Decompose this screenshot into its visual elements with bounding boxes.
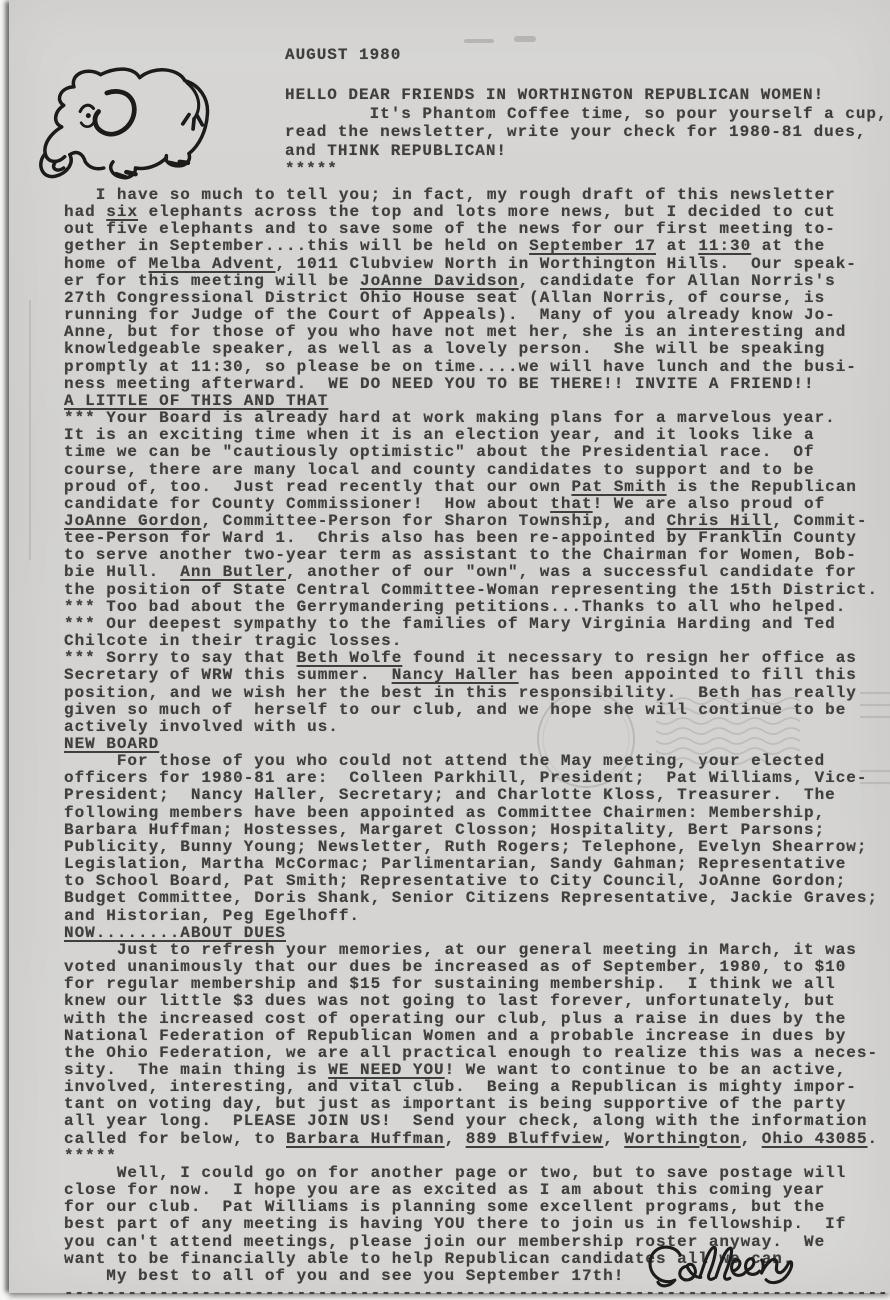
text-line: Budget Committee, Doris Shank, Senior Citizens Representative, Jackie Graves; <box>64 889 879 908</box>
text-line: knew our little $3 dues was not going to last forever, unfortunately, but <box>64 992 836 1011</box>
text-line: For those of you who could not attend the May meeting, your elected <box>64 752 826 771</box>
text-line: *** Our deepest sympathy to the families of Mary Virginia Harding and Ted <box>64 614 836 633</box>
newsletter-body <box>64 187 889 1300</box>
text-line: Secretary of WRW this summer. Nancy Haller has been appointed to fill this <box>64 666 857 685</box>
text-line: *** Your Board is already hard at work making plans for a marvelous year. <box>64 409 836 428</box>
text-line: My best to all of you and see you September 17th! <box>64 1266 625 1285</box>
text-line: time we can be "cautiously optimistic" about the Presidential race. Of <box>64 443 815 462</box>
text-line: officers for 1980-81 are: Colleen Parkhill, President; Pat Williams, Vice- <box>64 769 868 788</box>
text-line: Anne, but for those of you who have not met her, she is an interesting and <box>64 323 847 342</box>
text-line: proud of, too. Just read recently that our own Pat Smith is the Republican <box>64 477 857 496</box>
text-line: out five elephants and to save some of the news for our first meeting to- <box>64 220 836 239</box>
text-line: *** Sorry to say that Beth Wolfe found it necessary to resign her office as <box>64 649 857 668</box>
issue-date: AUGUST 1980 <box>285 46 402 64</box>
text-line: Barbara Huffman; Hostesses, Margaret Closson; Hospitality, Bert Parsons; <box>64 820 826 839</box>
text-line: Just to refresh your memories, at our general meeting in March, it was <box>64 940 857 959</box>
text-line: 27th Congressional District Ohio House seat (Allan Norris, of course, is <box>64 288 826 307</box>
text-line: It's Phantom Coffee time, so pour yourself a cup, <box>285 104 888 123</box>
text-line: course, there are many local and county candidates to support and to be <box>64 460 815 479</box>
text-line: sity. The main thing is WE NEED YOU! We want to continue to be an active, <box>64 1060 847 1079</box>
text-line: for regular membership and $15 for sustaining membership. I think we all <box>64 975 836 994</box>
text-line: and THINK REPUBLICAN! <box>285 141 508 160</box>
masthead-greeting <box>285 86 888 179</box>
text-line: the position of State Central Committee-Woman representing the 15th District. <box>64 580 879 599</box>
text-line: NOW........ABOUT DUES <box>64 923 287 942</box>
text-line: Well, I could go on for another page or two, but to save postage will <box>64 1163 847 1182</box>
elephant-icon <box>37 64 267 196</box>
text-line: tant on voting day, but just as important is being supportive of the party <box>64 1095 847 1114</box>
text-line: candidate for County Commissioner! How about that! We are also proud of <box>64 494 826 513</box>
text-line: JoAnne Gordon, Committee-Person for Sharon Township, and Chris Hill, Commit- <box>64 511 868 530</box>
text-line: for our club. Pat Williams is planning some excellent programs, but the <box>64 1198 826 1217</box>
text-line: the Ohio Federation, we are all practical enough to realize this was a neces- <box>64 1043 879 1062</box>
text-line: given so much of herself to our club, and we hope she will continue to be <box>64 700 847 719</box>
text-line: er for this meeting will be JoAnne Davidson, candidate for Allan Norris's <box>64 271 836 290</box>
text-line: read the newsletter, write your check for 1980-81 dues, <box>285 123 867 142</box>
text-line: HELLO DEAR FRIENDS IN WORTHINGTON REPUBLICAN WOMEN! <box>285 86 825 104</box>
paper-crease <box>29 300 31 560</box>
text-line: had six elephants across the top and lots more news, but I decided to cut <box>64 203 836 222</box>
text-line: ***** <box>285 160 338 179</box>
text-line: President; Nancy Haller, Secretary; and Charlotte Kloss, Treasurer. The <box>64 786 836 805</box>
text-line: Publicity, Bunny Young; Newsletter, Ruth Rogers; Telephone, Evelyn Shearrow; <box>64 837 868 856</box>
text-line: all year long. PLEASE JOIN US! Send your check, along with the information <box>64 1112 868 1131</box>
text-line: involved, interesting, and vital club. Being a Republican is mighty impor- <box>64 1078 857 1097</box>
text-line: to School Board, Pat Smith; Representative to City Council, JoAnne Gordon; <box>64 872 847 891</box>
text-line: National Federation of Republican Women and a probable increase in dues by <box>64 1026 847 1045</box>
paper-page <box>9 0 890 1300</box>
text-line: promptly at 11:30, so please be on time....we will have lunch and the busi- <box>64 357 857 376</box>
text-line: Legislation, Martha McCormac; Parlimentarian, Sandy Gahman; Representative <box>64 855 847 874</box>
text-line: It is an exciting time when it is an election year, and it looks like a <box>64 426 815 445</box>
text-line: called for below, to Barbara Huffman, 889 Bluffview, Worthington, Ohio 43085. <box>64 1129 879 1148</box>
text-line: home of Melba Advent, 1011 Clubview North in Worthington Hills. Our speak- <box>64 254 857 273</box>
text-line: you can't attend meetings, please join our membership roster anyway. We <box>64 1232 826 1251</box>
text-line: I have so much to tell you; in fact, my rough draft of this newsletter <box>64 186 836 204</box>
text-line: ness meeting afterward. WE DO NEED YOU TO BE THERE!! INVITE A FRIEND!! <box>64 374 815 393</box>
text-line: gether in September....this will be held on September 17 at 11:30 at the <box>64 237 826 256</box>
text-line: A LITTLE OF THIS AND THAT <box>64 391 329 410</box>
text-line: NEW BOARD <box>64 735 160 753</box>
text-line: voted unanimously that our dues be increased as of September, 1980, to $10 <box>64 958 847 977</box>
text-line: with the increased cost of operating our club, plus a raise in dues by the <box>64 1009 847 1028</box>
text-line: running for Judge of the Court of Appeals). Many of you already know Jo- <box>64 306 836 325</box>
text-line: ------------------------------------------------------------------------------ <box>64 1284 889 1300</box>
text-line: tee-Person for Ward 1. Chris also has been re-appointed by Franklin County <box>64 529 857 548</box>
text-line: close for now. I hope you are as excited as I am about this coming year <box>64 1181 826 1200</box>
text-line: best part of any meeting is having YOU there to join us in fellowship. If <box>64 1215 847 1234</box>
text-line: knowledgeable speaker, as well as a lovely person. She will be speaking <box>64 340 826 359</box>
scan-smudge <box>464 39 494 43</box>
colleen-signature <box>641 1231 797 1300</box>
text-line: following members have been appointed as Committee Chairmen: Membership, <box>64 803 826 822</box>
text-line: want to be financially able to help Republican candidates all we can. <box>64 1249 794 1268</box>
text-line: *** Too bad about the Gerrymandering petitions...Thanks to all who helped. <box>64 597 847 616</box>
text-line: bie Hull. Ann Butler, another of our "own", was a successful candidate for <box>64 563 857 582</box>
text-line: and Historian, Peg Egelhoff. <box>64 906 361 925</box>
scan-smudge <box>514 36 536 42</box>
text-line: actively involved with us. <box>64 717 339 736</box>
text-line: Chilcote in their tragic losses. <box>64 632 403 651</box>
text-line: position, and we wish her the best in this responsibility. Beth has really <box>64 683 857 702</box>
text-line: ***** <box>64 1146 117 1165</box>
text-line: to serve another two-year term as assistant to the Chairman for Women, Bob- <box>64 546 857 565</box>
